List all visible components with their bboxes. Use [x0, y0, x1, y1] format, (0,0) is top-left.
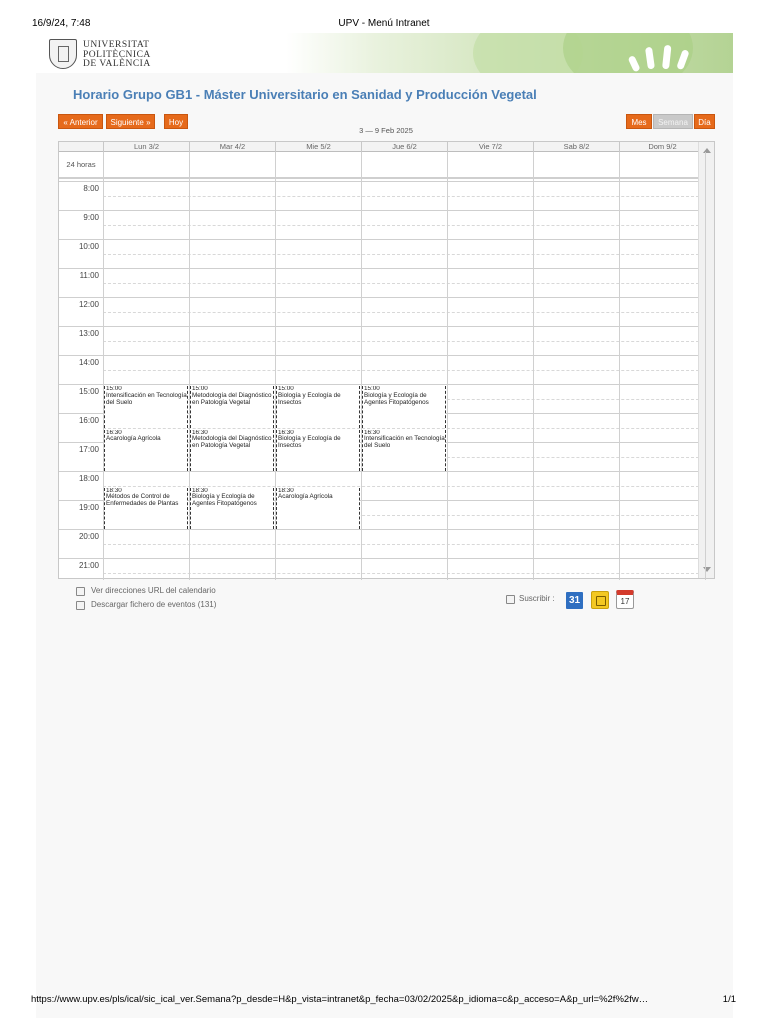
calendar-event[interactable] — [362, 430, 446, 472]
calendar-url-link[interactable]: Ver direcciones URL del calendario — [91, 586, 216, 595]
event-title: Acarología Agrícola — [278, 493, 333, 501]
event-title: Métodos de Control de Enfermedades de Plantas — [106, 493, 179, 508]
hour-row[interactable] — [59, 181, 699, 210]
google-calendar-icon[interactable]: 31 — [566, 592, 583, 609]
all-day-label: 24 horas — [66, 160, 96, 169]
calendar-event[interactable] — [190, 386, 274, 428]
hour-label: 14:00 — [78, 358, 99, 367]
download-icon — [76, 601, 85, 610]
hour-row[interactable] — [59, 210, 699, 239]
upv-logo[interactable]: UNIVERSITAT POLITÈCNICA DE VALÈNCIA — [49, 39, 149, 69]
calendar-event[interactable] — [276, 488, 360, 530]
calendar-event[interactable] — [104, 430, 188, 472]
calendar-event[interactable] — [276, 386, 360, 428]
event-title: Intensificación en Tecnología del Suelo — [364, 435, 445, 450]
subscribe-label: Suscribir : — [519, 594, 555, 603]
event-time: 18:30 — [278, 487, 294, 494]
date-range: 3 — 9 Feb 2025 — [359, 126, 413, 135]
today-button[interactable]: Hoy — [164, 114, 188, 129]
event-count: (131) — [197, 600, 217, 609]
event-title: Biología y Ecología de Agentes Fitopatógenos — [192, 493, 257, 508]
day-header-row — [59, 142, 699, 152]
hour-label: 18:00 — [78, 474, 99, 483]
day-header[interactable]: Vie 7/2 — [447, 142, 533, 152]
prev-button[interactable]: « Anterior — [58, 114, 103, 129]
yahoo-calendar-icon[interactable] — [591, 591, 609, 609]
event-title: Biología y Ecología de Agentes Fitopatógenos — [364, 391, 429, 406]
banner — [36, 33, 733, 73]
calendar-event[interactable] — [104, 386, 188, 428]
print-footer — [0, 994, 768, 1006]
hour-row[interactable] — [59, 355, 699, 384]
event-time: 18:30 — [106, 487, 122, 494]
hour-label: 11:00 — [79, 271, 99, 280]
day-view-button[interactable]: Día — [694, 114, 715, 129]
hour-row[interactable] — [59, 326, 699, 355]
hour-label: 12:00 — [78, 300, 99, 309]
next-button[interactable]: Siguiente » — [106, 114, 155, 129]
hour-label: 16:00 — [78, 416, 99, 425]
calendar-scrollbar[interactable] — [698, 142, 714, 578]
day-header[interactable]: Mar 4/2 — [189, 142, 275, 152]
subscribe-icon — [506, 595, 515, 604]
calendar-event[interactable] — [190, 488, 274, 530]
calendar-event[interactable] — [362, 386, 446, 428]
event-time: 16:30 — [278, 429, 294, 436]
hour-row[interactable] — [59, 558, 699, 587]
month-view-button[interactable]: Mes — [626, 114, 652, 129]
page — [36, 33, 733, 1018]
week-calendar — [58, 141, 715, 579]
apple-calendar-icon[interactable]: 17 — [616, 590, 634, 609]
hour-label: 13:00 — [78, 329, 99, 338]
day-header[interactable]: Sab 8/2 — [533, 142, 619, 152]
hour-row[interactable] — [59, 268, 699, 297]
event-time: 16:30 — [192, 429, 208, 436]
event-title: Biología y Ecología de Insectos — [278, 391, 341, 406]
url-icon — [76, 587, 85, 596]
hour-row[interactable] — [59, 297, 699, 326]
upv-seal-icon — [49, 39, 77, 69]
hour-label: 10:00 — [78, 242, 99, 251]
event-time: 18:30 — [192, 487, 208, 494]
event-title: Intensificación en Tecnología del Suelo — [106, 391, 187, 406]
event-time: 15:00 — [106, 386, 122, 392]
hour-label: 20:00 — [78, 532, 99, 541]
week-view-button[interactable]: Semana — [653, 114, 693, 129]
event-title: Acarología Agrícola — [106, 435, 161, 443]
event-time: 15:00 — [192, 386, 208, 392]
hour-label: 15:00 — [78, 387, 99, 396]
day-header[interactable]: Mie 5/2 — [275, 142, 361, 152]
print-url: https://www.upv.es/pls/ical/sic_ical_ver.Semana?p_desde=H&p_vista=intranet&p_fecha=03/02/2025&p_idioma=c&p_acceso=A&p_url=%2f%2fw… — [31, 994, 649, 1005]
day-header[interactable]: Lun 3/2 — [103, 142, 189, 152]
download-events-link[interactable]: Descargar fichero de eventos (131) — [91, 600, 217, 609]
event-title: Biología y Ecología de Insectos — [278, 435, 341, 450]
event-time: 15:00 — [364, 386, 380, 392]
event-title: Metodología del Diagnóstico en Patología Vegetal — [192, 391, 272, 406]
page-title: Horario Grupo GB1 - Máster Universitario en Sanidad y Producción Vegetal — [73, 87, 537, 102]
hour-label: 21:00 — [78, 561, 99, 570]
all-day-row — [59, 152, 699, 179]
event-time: 16:30 — [364, 429, 380, 436]
calendar-event[interactable] — [276, 430, 360, 472]
hour-label: 9:00 — [83, 213, 99, 222]
event-time: 16:30 — [106, 429, 122, 436]
hour-label: 8:00 — [83, 184, 99, 193]
day-header[interactable]: Dom 9/2 — [619, 142, 705, 152]
hour-label: 19:00 — [78, 503, 99, 512]
print-header — [0, 0, 768, 30]
event-title: Metodología del Diagnóstico en Patología Vegetal — [192, 435, 272, 450]
day-header[interactable]: Jue 6/2 — [361, 142, 447, 152]
hour-label: 17:00 — [78, 445, 99, 454]
print-datetime: 16/9/24, 7:48 — [32, 18, 91, 29]
print-page-number: 1/1 — [722, 994, 736, 1005]
hour-row[interactable] — [59, 239, 699, 268]
calendar-event[interactable] — [104, 488, 188, 530]
calendar-event[interactable] — [190, 430, 274, 472]
hour-row[interactable] — [59, 529, 699, 558]
event-time: 15:00 — [278, 386, 294, 392]
print-title: UPV - Menú Intranet — [338, 18, 430, 29]
